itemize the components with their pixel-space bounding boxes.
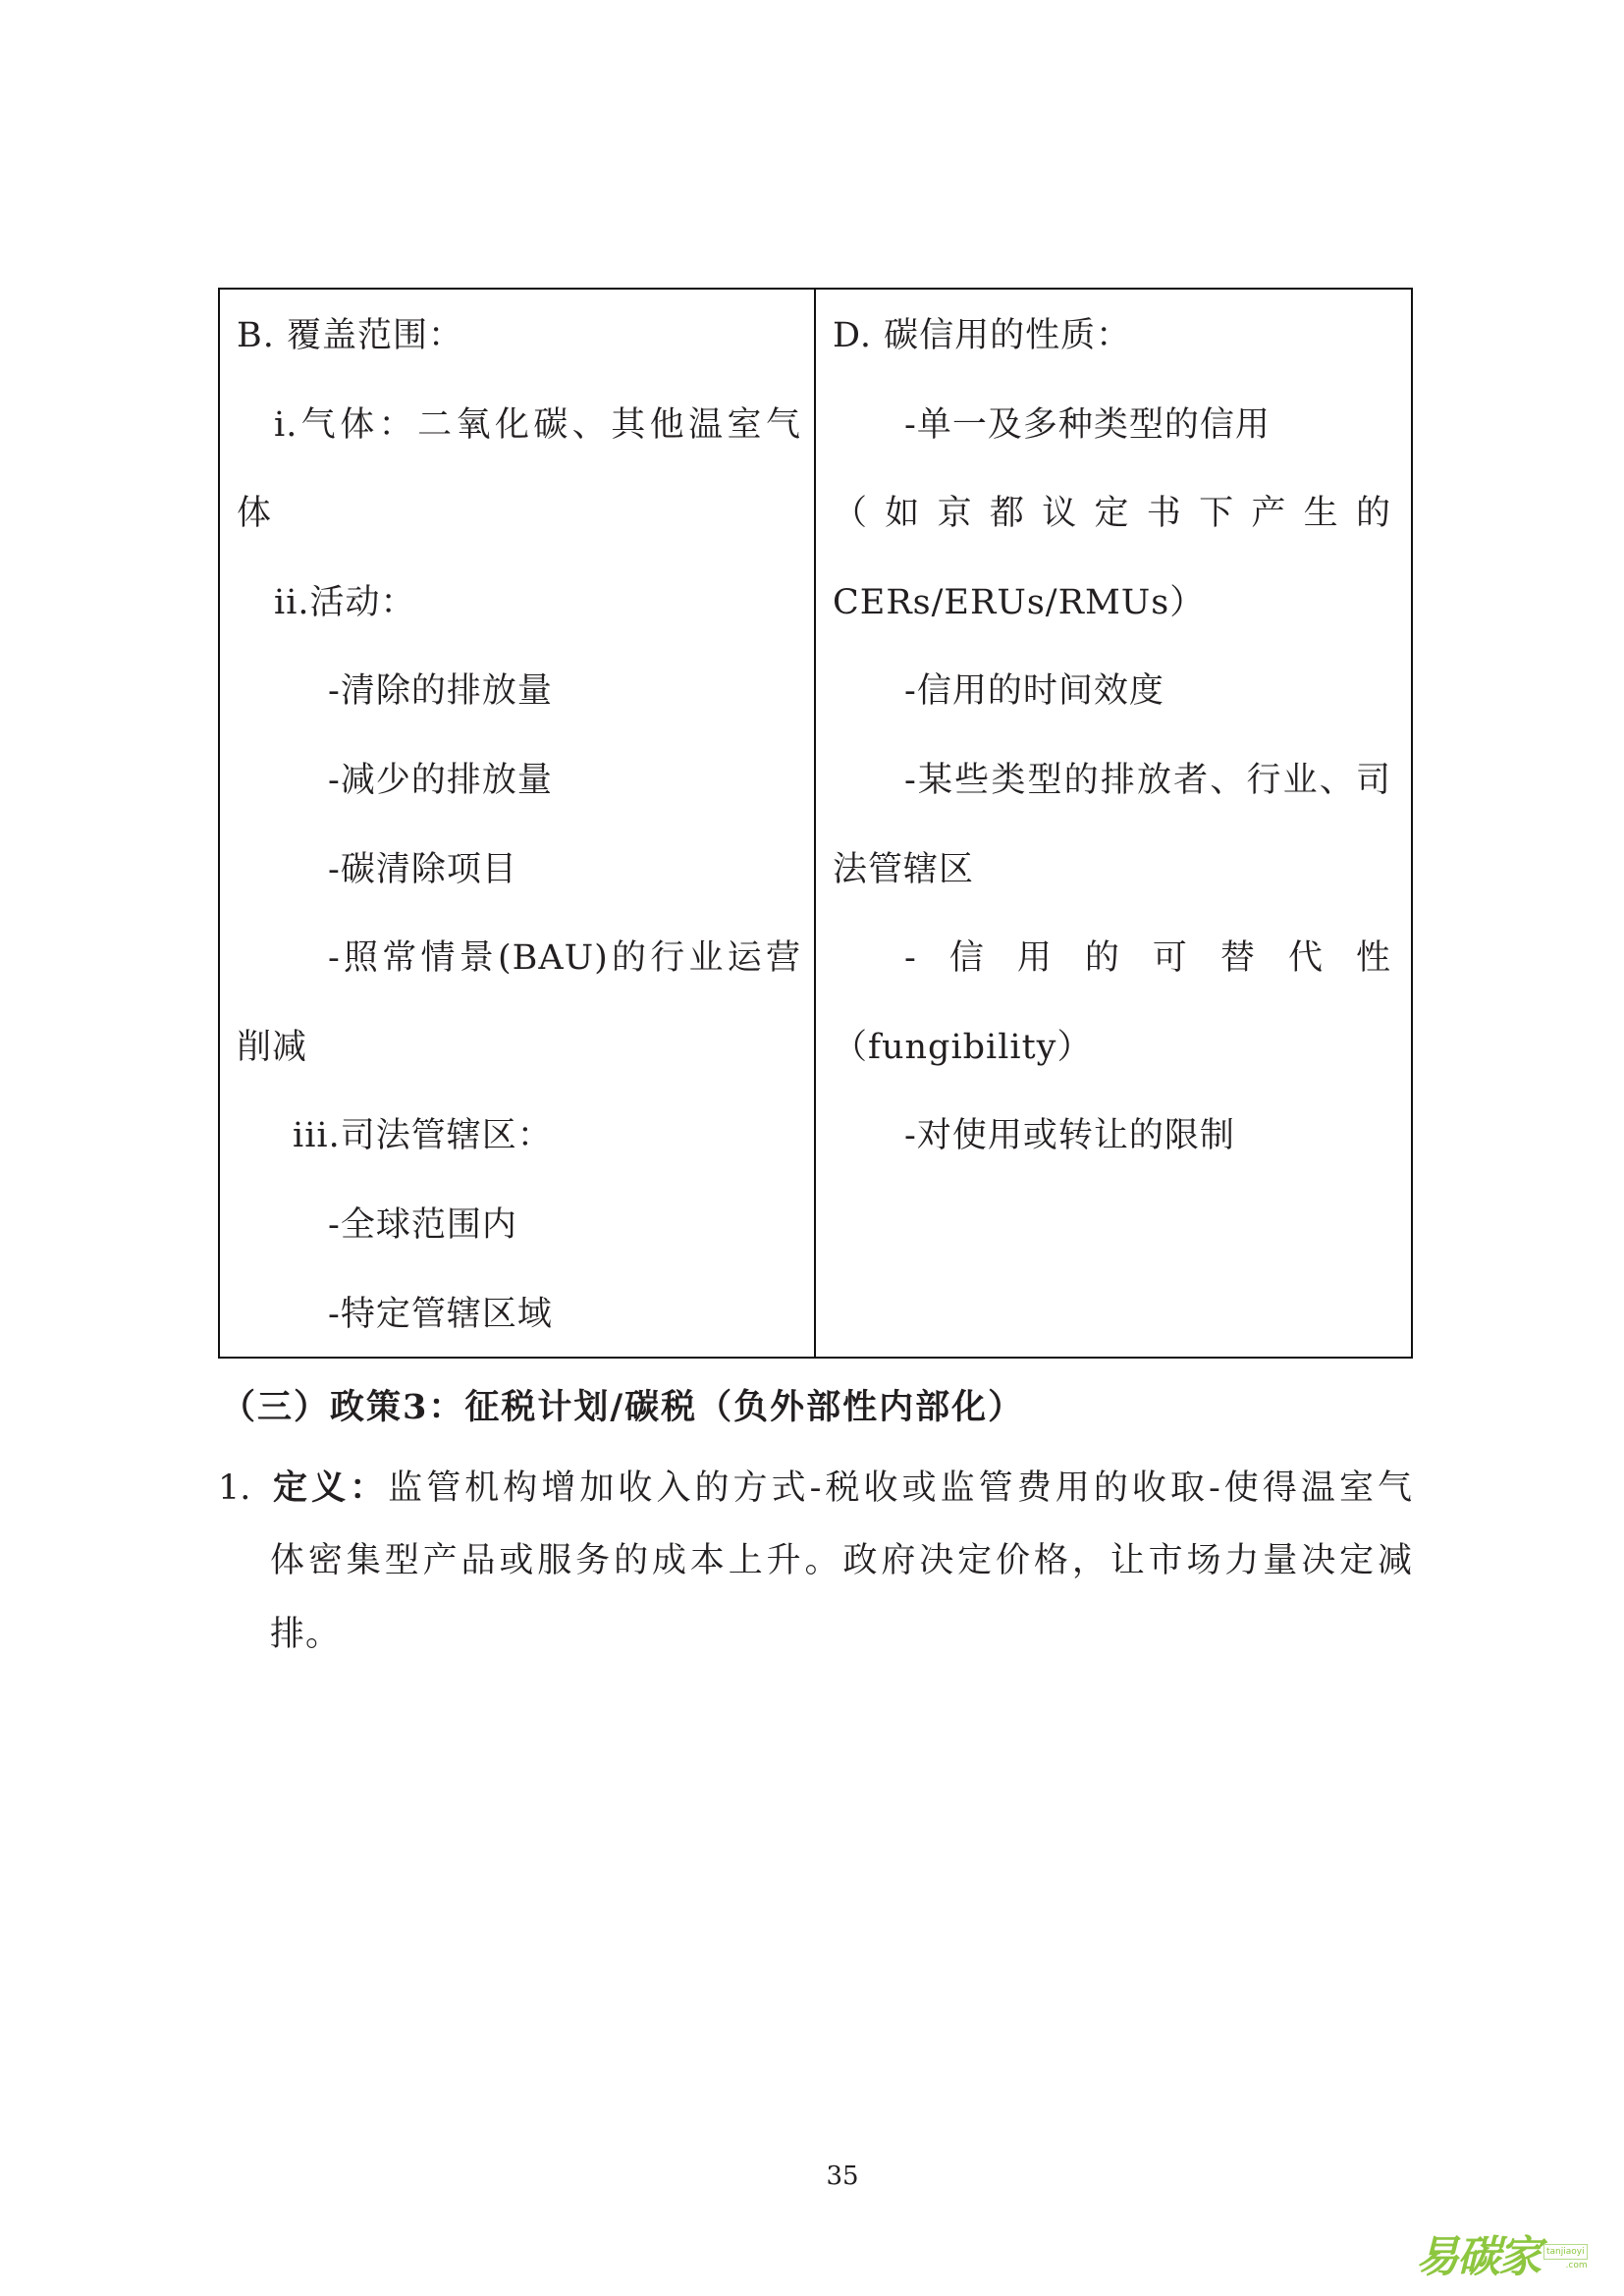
content-table (218, 288, 1413, 1359)
coverage-activity-item: -照常情景(BAU)的行业运营 (328, 938, 801, 979)
credit-nature-item-cont: （如京都议定书下产生的 (833, 494, 1391, 534)
definition-term: 定义： (270, 1468, 389, 1508)
credit-nature-item: -信用的时间效度 (904, 671, 1164, 712)
credit-nature-item-cont: CERs/ERUs/RMUs） (833, 582, 1206, 622)
coverage-gas-line: i.气体：二氧化碳、其他温室气 (274, 404, 801, 445)
credit-nature-item: -某些类型的排放者、行业、司 (904, 760, 1391, 800)
credit-nature-item-cont: （fungibility） (833, 1027, 1093, 1067)
credit-nature-item-cont: 法管辖区 (833, 849, 975, 889)
definition-line: 排。 (270, 1615, 342, 1654)
credit-nature-title: D. 碳信用的性质： (833, 316, 1132, 355)
coverage-gas-line-cont: 体 (237, 494, 273, 534)
watermark-domain-top: tanjiaoyi (1543, 2244, 1588, 2260)
page-number: 35 (826, 2162, 859, 2191)
section-heading: （三）政策3：征税计划/碳税（负外部性内部化） (221, 1387, 1025, 1427)
credit-nature-item: -信用的可替代性 (904, 938, 1391, 979)
coverage-title: B. 覆盖范围： (237, 316, 463, 355)
definition-line: 体密集型产品或服务的成本上升。政府决定价格，让市场力量决定减 (270, 1541, 1413, 1580)
definition-paragraph (218, 1451, 1413, 1672)
credit-nature-item: -对使用或转让的限制 (904, 1116, 1235, 1156)
coverage-activity-title: ii.活动： (274, 582, 416, 622)
coverage-activity-item: -减少的排放量 (328, 760, 553, 800)
credit-nature-item: -单一及多种类型的信用 (904, 404, 1271, 445)
table-cell-coverage (220, 290, 814, 1357)
coverage-activity-item: -碳清除项目 (328, 849, 517, 889)
coverage-jurisdiction-item: -特定管辖区域 (328, 1294, 553, 1334)
definition-text: 监管机构增加收入的方式-税收或监管费用的收取-使得温室气 (388, 1468, 1413, 1508)
definition-line (218, 1451, 1413, 1524)
coverage-activity-item-cont: 削减 (237, 1027, 308, 1067)
watermark-domain-bottom: .com (1565, 2261, 1588, 2270)
watermark-logo (1416, 2228, 1608, 2287)
table-cell-credit-nature (814, 290, 1411, 1357)
watermark-brand: 易碳家 (1416, 2232, 1540, 2282)
coverage-jurisdiction-item: -全球范围内 (328, 1204, 517, 1245)
definition-number: 1. (218, 1468, 251, 1508)
coverage-activity-item: -清除的排放量 (328, 671, 553, 712)
coverage-jurisdiction-title: iii.司法管辖区： (293, 1116, 553, 1156)
watermark-domain (1543, 2244, 1588, 2271)
